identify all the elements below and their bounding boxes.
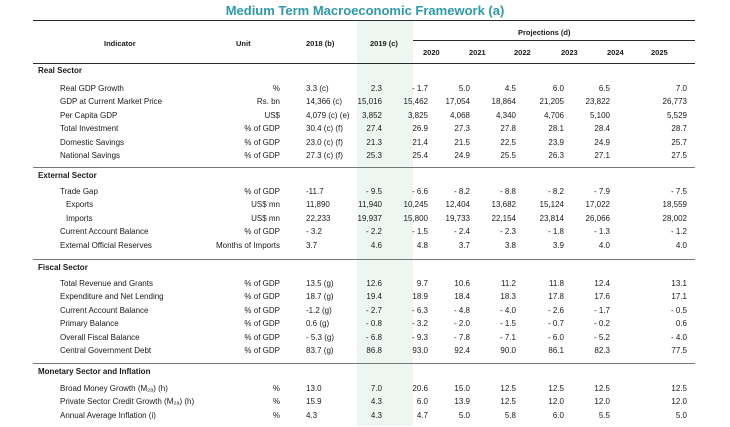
cell-v2022: 22.5 xyxy=(500,137,516,147)
cell-v2021: 27.3 xyxy=(454,124,470,134)
header-indicator: Indicator xyxy=(104,39,136,48)
cell-v2024: 26,066 xyxy=(585,213,610,223)
cell-v2021: 4,068 xyxy=(449,110,470,120)
section-title: Monetary Sector and Inflation xyxy=(38,367,151,376)
row-unit: % of GDP xyxy=(244,346,280,355)
table-row xyxy=(0,137,730,149)
cell-v2025: 13.1 xyxy=(671,279,687,288)
cell-v2020: 4.8 xyxy=(416,240,428,250)
cell-v2020: 21.4 xyxy=(412,137,428,147)
header-2020: 2020 xyxy=(423,48,440,57)
cell-v2024: 28.4 xyxy=(594,124,610,134)
cell-v2020: 15,462 xyxy=(403,97,428,107)
cell-v2024: - 1.7 xyxy=(593,305,610,315)
cell-v2020: 4.7 xyxy=(416,410,428,420)
row-label: Total Revenue and Grants xyxy=(60,279,153,288)
cell-v2020: 3,825 xyxy=(407,110,428,120)
row-unit: % xyxy=(272,410,280,420)
cell-v2023: 23,814 xyxy=(539,213,564,223)
header-2024: 2024 xyxy=(607,48,624,57)
cell-v2021: - 8.2 xyxy=(453,187,470,196)
cell-v2023: - 8.2 xyxy=(547,187,564,196)
cell-v2025: 18,559 xyxy=(662,200,687,210)
table-row xyxy=(0,396,730,408)
row-label: Per Capita GDP xyxy=(60,110,118,120)
cell-v2022: 90.0 xyxy=(500,346,516,355)
header-2018: 2018 (b) xyxy=(306,39,335,48)
row-unit: % of GDP xyxy=(244,292,280,302)
cell-v2023: 28.1 xyxy=(548,124,564,134)
cell-v2021: - 7.8 xyxy=(453,332,470,342)
row-label: Private Sector Credit Growth (M₂ₐ) (h) xyxy=(60,397,195,407)
row-label: Current Account Balance xyxy=(60,227,149,237)
row-unit: US$ mn xyxy=(251,200,280,210)
cell-v2025: 12.0 xyxy=(671,397,687,407)
cell-v2020: - 6.3 xyxy=(411,305,428,315)
projections-rule xyxy=(413,40,695,41)
cell-v2021: 5.0 xyxy=(458,410,470,420)
cell-v2018: 30.4 (c) (f) xyxy=(306,124,343,134)
header-2023: 2023 xyxy=(561,48,578,57)
row-unit: % of GDP xyxy=(244,227,280,237)
cell-v2025: 77.5 xyxy=(671,346,687,355)
cell-v2018: 0.6 (g) xyxy=(306,319,330,329)
row-unit: % of GDP xyxy=(244,124,280,134)
cell-v2022: 25.5 xyxy=(500,151,516,160)
cell-v2020: 25.4 xyxy=(412,151,428,160)
cell-v2023: 23.9 xyxy=(548,137,564,147)
cell-v2022: 18,864 xyxy=(491,97,516,107)
table-row xyxy=(0,345,730,357)
cell-v2018: 27.3 (c) (f) xyxy=(306,151,343,160)
cell-v2019: 4.3 xyxy=(370,397,382,407)
table-row xyxy=(0,278,730,290)
cell-v2025: - 4.0 xyxy=(670,332,687,342)
cell-v2025: 28,002 xyxy=(662,213,687,223)
section-title: Real Sector xyxy=(38,66,83,75)
cell-v2020: 10,245 xyxy=(403,200,428,210)
cell-v2025: - 7.5 xyxy=(670,187,687,196)
cell-v2020: - 6.6 xyxy=(411,187,428,196)
cell-v2022: - 2.3 xyxy=(499,227,516,237)
cell-v2019: 15,016 xyxy=(357,97,382,107)
row-unit: % xyxy=(272,84,280,93)
row-label: National Savings xyxy=(60,151,121,160)
table-row xyxy=(0,199,730,211)
cell-v2023: 12.0 xyxy=(548,397,564,407)
cell-v2025: 5.0 xyxy=(675,410,687,420)
cell-v2018: 14,366 (c) xyxy=(306,97,343,107)
cell-v2020: 93.0 xyxy=(412,346,428,355)
cell-v2018: -1.2 (g) xyxy=(306,305,332,315)
cell-v2020: 15,800 xyxy=(403,213,428,223)
cell-v2021: 5.0 xyxy=(458,84,470,93)
cell-v2021: 92.4 xyxy=(454,346,470,355)
cell-v2024: 5,100 xyxy=(589,110,610,120)
cell-v2022: 4,340 xyxy=(495,110,516,120)
cell-v2018: 83.7 (g) xyxy=(306,346,334,355)
cell-v2022: 4.5 xyxy=(504,84,516,93)
cell-v2023: - 0.7 xyxy=(547,319,564,329)
cell-v2022: - 4.0 xyxy=(499,305,516,315)
cell-v2021: 19,733 xyxy=(445,213,470,223)
header-2019: 2019 (c) xyxy=(370,39,398,48)
cell-v2025: 4.0 xyxy=(675,240,687,250)
cell-v2025: 12.5 xyxy=(671,384,687,393)
section-divider xyxy=(33,363,695,364)
cell-v2025: 25.7 xyxy=(671,137,687,147)
header-projections: Projections (d) xyxy=(518,28,571,37)
row-unit: Months of Imports xyxy=(215,240,280,250)
row-label: Trade Gap xyxy=(60,187,98,196)
cell-v2019: - 9.5 xyxy=(365,187,382,196)
section-title: Fiscal Sector xyxy=(38,263,88,272)
header-2022: 2022 xyxy=(514,48,531,57)
cell-v2025: - 1.2 xyxy=(670,227,687,237)
header-2025: 2025 xyxy=(651,48,668,57)
cell-v2023: 12.5 xyxy=(548,384,564,393)
cell-v2023: 6.0 xyxy=(552,410,564,420)
cell-v2020: - 3.2 xyxy=(411,319,428,329)
table-row xyxy=(0,83,730,95)
cell-v2025: 17.1 xyxy=(671,292,687,302)
cell-v2019: 12.6 xyxy=(366,279,382,288)
cell-v2020: 9.7 xyxy=(416,279,428,288)
cell-v2018: 15.9 xyxy=(306,397,322,407)
cell-v2022: 18.3 xyxy=(500,292,516,302)
row-label: Imports xyxy=(66,213,93,223)
cell-v2019: 86.8 xyxy=(366,346,382,355)
cell-v2024: 23,822 xyxy=(585,97,610,107)
cell-v2019: 11,940 xyxy=(358,200,382,210)
cell-v2020: 6.0 xyxy=(416,397,428,407)
row-unit: US$ xyxy=(264,110,280,120)
cell-v2023: 86.1 xyxy=(548,346,564,355)
cell-v2021: 21.5 xyxy=(454,137,470,147)
cell-v2024: 82.3 xyxy=(594,346,610,355)
table-row xyxy=(0,150,730,162)
cell-v2019: 19,937 xyxy=(357,213,382,223)
cell-v2024: 12.0 xyxy=(594,397,610,407)
cell-v2019: - 0.8 xyxy=(365,319,382,329)
section-title: External Sector xyxy=(38,171,97,180)
cell-v2023: - 2.6 xyxy=(547,305,564,315)
cell-v2021: 18.4 xyxy=(454,292,470,302)
cell-v2024: 24.9 xyxy=(594,137,610,147)
page-title: Medium Term Macroeconomic Framework (a) xyxy=(225,3,505,18)
cell-v2018: 18.7 (g) xyxy=(306,292,334,302)
cell-v2022: - 8.8 xyxy=(499,187,516,196)
row-unit: % of GDP xyxy=(244,137,280,147)
cell-v2019: 3,852 xyxy=(361,110,382,120)
cell-v2025: 27.5 xyxy=(671,151,687,160)
cell-v2020: 20.6 xyxy=(412,384,428,393)
cell-v2025: - 0.5 xyxy=(670,305,687,315)
cell-v2023: 11.8 xyxy=(549,279,564,288)
cell-v2021: 24.9 xyxy=(454,151,470,160)
cell-v2024: - 0.2 xyxy=(593,319,610,329)
cell-v2023: 4,706 xyxy=(543,110,564,120)
cell-v2021: - 2.0 xyxy=(453,319,470,329)
cell-v2018: 3.3 (c) xyxy=(306,84,329,93)
row-unit: Rs. bn xyxy=(256,97,280,107)
cell-v2020: - 9.3 xyxy=(411,332,428,342)
cell-v2021: 13.9 xyxy=(454,397,470,407)
cell-v2021: 17,054 xyxy=(445,97,470,107)
cell-v2020: - 1.7 xyxy=(411,84,428,93)
row-unit: % of GDP xyxy=(244,151,280,160)
table-row xyxy=(0,332,730,344)
table-row xyxy=(0,110,730,122)
cell-v2019: 7.0 xyxy=(370,384,382,393)
cell-v2025: 7.0 xyxy=(675,84,687,93)
cell-v2021: 15.0 xyxy=(454,384,470,393)
header-rule xyxy=(33,63,695,64)
section-divider xyxy=(33,259,695,260)
cell-v2022: 3.8 xyxy=(504,240,516,250)
table-row xyxy=(0,96,730,108)
cell-v2022: 11.2 xyxy=(501,279,516,288)
table-row xyxy=(0,226,730,238)
row-label: Total Investment xyxy=(60,124,119,134)
row-unit: % xyxy=(272,397,280,407)
cell-v2024: 6.5 xyxy=(598,84,610,93)
cell-v2024: 5.5 xyxy=(598,410,610,420)
cell-v2018: - 5.3 (g) xyxy=(306,332,335,342)
table-row xyxy=(0,383,730,395)
cell-v2023: 3.9 xyxy=(552,240,564,250)
cell-v2021: 12,404 xyxy=(445,200,470,210)
row-label: Central Government Debt xyxy=(60,346,152,355)
cell-v2018: 3.7 xyxy=(306,240,318,250)
cell-v2018: - 3.2 xyxy=(306,227,323,237)
cell-v2025: 0.6 xyxy=(675,319,687,329)
cell-v2024: 12.4 xyxy=(594,279,610,288)
cell-v2019: - 2.7 xyxy=(365,305,382,315)
cell-v2021: 3.7 xyxy=(458,240,470,250)
cell-v2020: - 1.5 xyxy=(411,227,428,237)
row-unit: % of GDP xyxy=(244,332,280,342)
cell-v2025: 28.7 xyxy=(671,124,687,134)
cell-v2023: 15,124 xyxy=(539,200,564,210)
cell-v2018: -11.7 xyxy=(306,187,324,196)
cell-v2018: 13.5 (g) xyxy=(306,279,334,288)
cell-v2022: 27.8 xyxy=(500,124,516,134)
row-label: GDP at Current Market Price xyxy=(60,97,163,107)
row-unit: US$ mn xyxy=(251,213,280,223)
section-divider xyxy=(33,167,695,168)
cell-v2020: 26.9 xyxy=(412,124,428,134)
cell-v2023: - 6.0 xyxy=(547,332,564,342)
cell-v2019: 4.6 xyxy=(370,240,382,250)
cell-v2022: - 7.1 xyxy=(499,332,516,342)
cell-v2023: 21,205 xyxy=(539,97,564,107)
cell-v2018: 11,890 xyxy=(306,200,330,210)
cell-v2022: 22,154 xyxy=(491,213,516,223)
cell-v2019: 19.4 xyxy=(366,292,382,302)
row-label: Domestic Savings xyxy=(60,137,125,147)
cell-v2024: - 7.9 xyxy=(593,187,610,196)
cell-v2025: 26,773 xyxy=(662,97,687,107)
cell-v2019: 2.3 xyxy=(370,84,382,93)
row-unit: % of GDP xyxy=(244,187,280,196)
cell-v2024: 4.0 xyxy=(598,240,610,250)
cell-v2019: 27.4 xyxy=(366,124,382,134)
cell-v2019: 21.3 xyxy=(366,137,382,147)
cell-v2018: 4,079 (c) (e) xyxy=(306,110,350,120)
cell-v2021: 10.6 xyxy=(454,279,470,288)
cell-v2022: 13,682 xyxy=(491,200,516,210)
table-row xyxy=(0,123,730,135)
table-row xyxy=(0,240,730,252)
row-unit: % of GDP xyxy=(244,319,280,329)
cell-v2018: 4.3 xyxy=(306,410,318,420)
table-row xyxy=(0,410,730,422)
header-unit: Unit xyxy=(236,39,251,48)
cell-v2018: 22,233 xyxy=(306,213,331,223)
row-label: Primary Balance xyxy=(60,319,119,329)
cell-v2022: - 1.5 xyxy=(499,319,516,329)
row-label: Real GDP Growth xyxy=(60,84,124,93)
cell-v2025: 5,529 xyxy=(666,110,687,120)
table-row xyxy=(0,291,730,303)
cell-v2020: 18.9 xyxy=(412,292,428,302)
table-row xyxy=(0,186,730,198)
cell-v2023: 17.8 xyxy=(548,292,564,302)
cell-v2018: 23.0 (c) (f) xyxy=(306,137,343,147)
row-label: External Official Reserves xyxy=(60,240,152,250)
row-unit: % of GDP xyxy=(244,279,280,288)
cell-v2024: 12.5 xyxy=(594,384,610,393)
cell-v2023: 26.3 xyxy=(548,151,564,160)
row-label: Exports xyxy=(66,200,94,210)
header-2021: 2021 xyxy=(469,48,486,57)
row-label: Overall Fiscal Balance xyxy=(60,332,140,342)
cell-v2021: - 2.4 xyxy=(453,227,470,237)
row-label: Current Account Balance xyxy=(60,305,149,315)
cell-v2019: - 2.2 xyxy=(365,227,382,237)
cell-v2019: 4.3 xyxy=(370,410,382,420)
row-unit: % xyxy=(272,384,280,393)
row-label: Expenditure and Net Lending xyxy=(60,292,164,302)
cell-v2022: 5.8 xyxy=(504,410,516,420)
cell-v2024: 27.1 xyxy=(594,151,610,160)
cell-v2019: - 6.8 xyxy=(365,332,382,342)
cell-v2024: 17,022 xyxy=(585,200,610,210)
cell-v2021: - 4.8 xyxy=(453,305,470,315)
cell-v2022: 12.5 xyxy=(500,384,516,393)
cell-v2023: - 1.8 xyxy=(547,227,564,237)
cell-v2024: 17.6 xyxy=(594,292,610,302)
row-unit: % of GDP xyxy=(244,305,280,315)
cell-v2022: 12.5 xyxy=(500,397,516,407)
cell-v2018: 13.0 xyxy=(306,384,322,393)
cell-v2024: - 5.2 xyxy=(593,332,610,342)
table-row xyxy=(0,318,730,330)
cell-v2023: 6.0 xyxy=(552,84,564,93)
row-label: Annual Average Inflation (i) xyxy=(60,410,156,420)
cell-v2024: - 1.3 xyxy=(593,227,610,237)
table-row xyxy=(0,213,730,225)
table-row xyxy=(0,305,730,317)
row-label: Broad Money Growth (M₂ₐ) (h) xyxy=(60,384,168,393)
cell-v2019: 25.3 xyxy=(366,151,382,160)
